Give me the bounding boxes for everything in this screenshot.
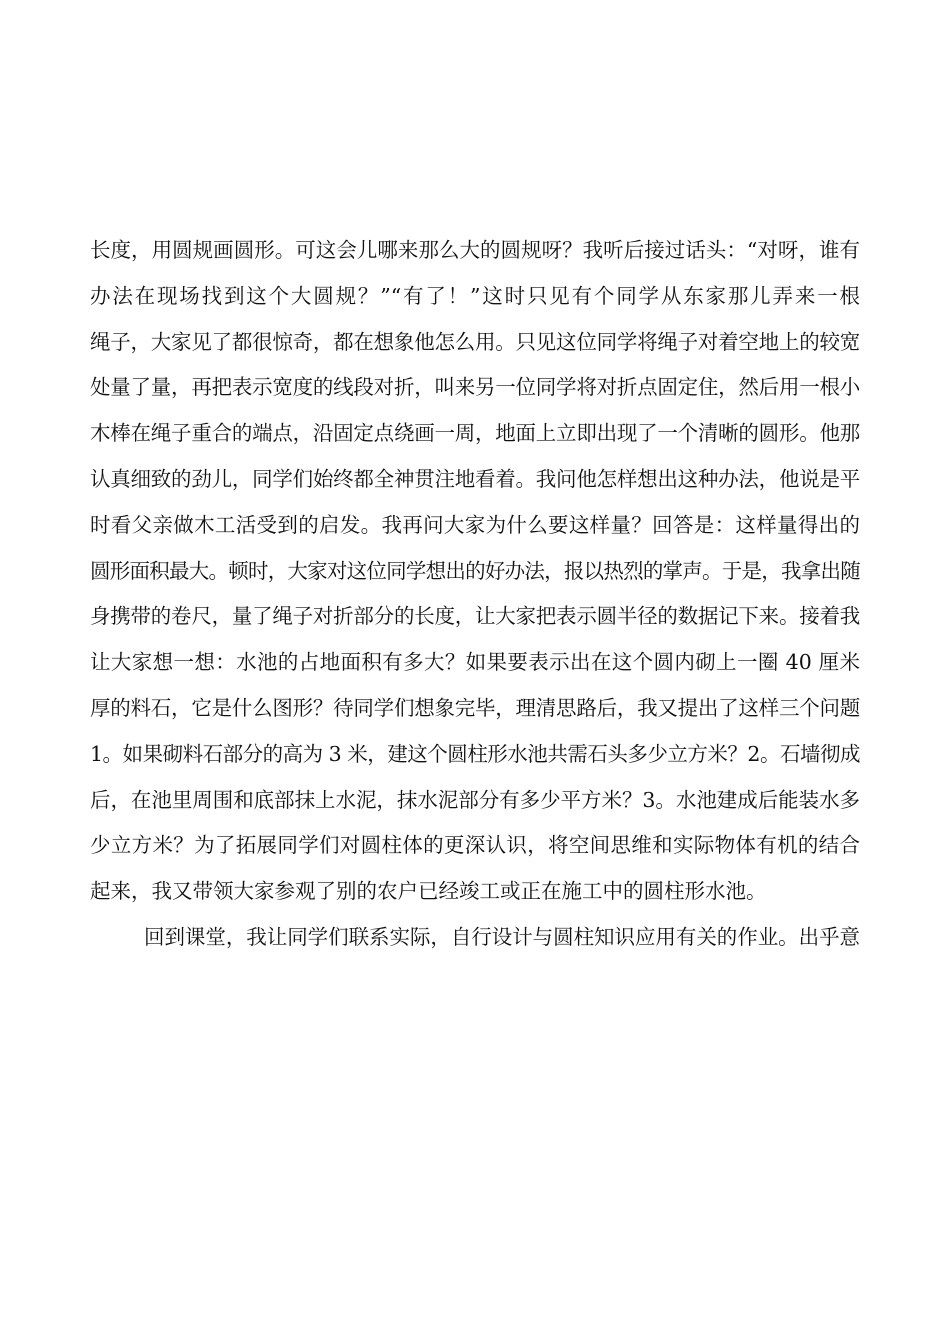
text-line: 让大家想一想：水池的占地面积有多大？如果要表示出在这个圆内砌上一圈 40 厘米 [90, 650, 860, 675]
text-line: 办法在现场找到这个大圆规？”“有了！”这时只见有个同学从东家那儿弄来一根 [90, 283, 860, 308]
text-line: 长度，用圆规画圆形。可这会儿哪来那么大的圆规呀？我听后接过话头：“对呀，谁有 [90, 238, 860, 262]
text-line: 认真细致的劲儿，同学们始终都全神贯注地看着。我问他怎样想出这种办法，他说是平 [90, 466, 860, 491]
text-line: 1。如果砌料石部分的高为 3 米，建这个圆柱形水池共需石头多少立方米？2。石墙彻成 [90, 741, 860, 766]
text-line: 木棒在绳子重合的端点，沿固定点绕画一周，地面上立即出现了一个清晰的圆形。他那 [90, 421, 860, 446]
text-line: 少立方米？为了拓展同学们对圆柱体的更深认识，将空间思维和实际物体有机的结合 [90, 833, 860, 858]
paragraph-end-line: 起来，我又带领大家参观了别的农户已经竣工或正在施工中的圆柱形水池。 [90, 879, 767, 904]
text-line: 后，在池里周围和底部抹上水泥，抹水泥部分有多少平方米？3。水池建成后能装水多 [90, 787, 860, 812]
text-line: 圆形面积最大。顿时，大家对这位同学想出的好办法，报以热烈的掌声。于是，我拿出随 [90, 558, 860, 583]
paragraph-start-line: 回到课堂，我让同学们联系实际，自行设计与圆柱知识应用有关的作业。出乎意 [144, 924, 860, 949]
text-line: 处量了量，再把表示宽度的线段对折，叫来另一位同学将对折点固定住，然后用一根小 [90, 375, 860, 400]
text-line: 时看父亲做木工活受到的启发。我再问大家为什么要这样量？回答是：这样量得出的 [90, 512, 860, 537]
body-text [90, 228, 860, 961]
text-line: 绳子，大家见了都很惊奇，都在想象他怎么用。只见这位同学将绳子对着空地上的较宽 [90, 329, 860, 354]
text-line: 厚的料石，它是什么图形？待同学们想象完毕，理清思路后，我又提出了这样三个问题 [90, 695, 860, 720]
text-line: 身携带的卷尺，量了绳子对折部分的长度，让大家把表示圆半径的数据记下来。接着我 [90, 604, 860, 629]
